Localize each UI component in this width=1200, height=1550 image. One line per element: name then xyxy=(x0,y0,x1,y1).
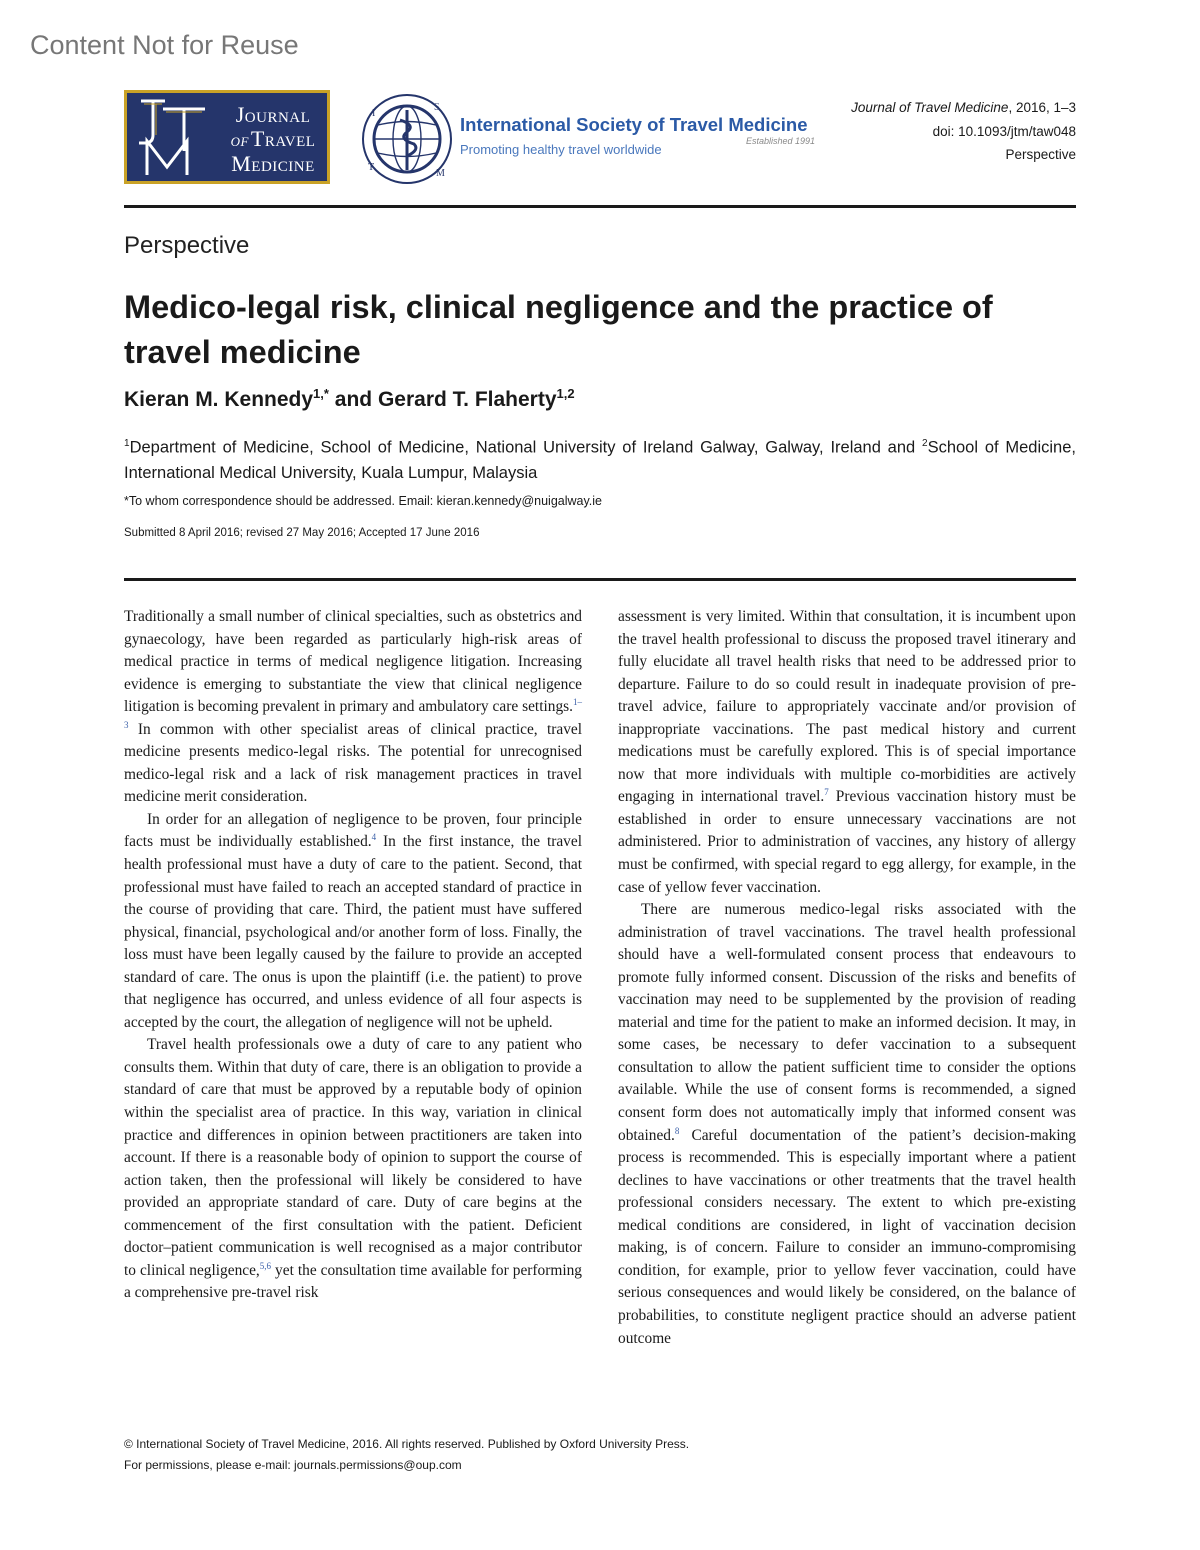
author-name[interactable]: Gerard T. Flaherty xyxy=(377,388,557,411)
body-column-left xyxy=(124,606,582,1305)
article-meta xyxy=(851,96,1076,167)
header-rule xyxy=(124,205,1076,208)
paragraph-text: assessment is very limited. Within that consultation, it is incumbent upon the travel health professional to discuss the proposed travel itinerary and fully elucidate all travel health risks that need to be addressed prior to departure. Failure to do so could result in inadequate provision of pre-travel advice, failure to appropriately vaccinate and/or provision of inappropriate vaccinations. The past medical history and current medications must be carefully explored. This is of special importance now that more individuals with multiple co-morbidities are actively engaging in international travel. xyxy=(618,608,1076,806)
article-type: Perspective xyxy=(1005,147,1076,162)
submission-dates: Submitted 8 April 2016; revised 27 May 2016; Accepted 17 June 2016 xyxy=(124,527,480,539)
reference-link[interactable]: 4 xyxy=(371,832,377,843)
emblem-letter: I xyxy=(372,108,376,119)
journal-word-3: Medicine xyxy=(231,151,315,176)
footer xyxy=(124,1434,689,1476)
author-separator: and xyxy=(328,388,378,411)
body-paragraph xyxy=(618,899,1076,1350)
authors xyxy=(124,386,575,412)
permissions-notice: For permissions, please e-mail: journals.permissions@oup.com xyxy=(124,1458,462,1472)
affiliation-mark: 2 xyxy=(922,438,928,449)
author-affiliation-mark: 1,2 xyxy=(556,386,575,401)
journal-word-travel: Travel xyxy=(250,126,316,151)
reference-link[interactable]: 1–3 xyxy=(124,697,582,730)
paragraph-text: In the first instance, the travel health professional must have a duty of care to the patient. Second, that professional must have failed to reach an accepted standard of practice in the course of providing that care. Third, the patient must have suffered physical, financial, psychological and/or another form of loss. Finally, the loss must have been legally caused by the failure to provide an accepted standard of care. The onus is upon the plaintiff (i.e. the patient) to prove that negligence has occurred, and unless evidence of all four aspects is accepted by the court, the allegation of negligence will not be upheld. xyxy=(124,833,582,1031)
body-paragraph xyxy=(124,809,582,1034)
section-label: Perspective xyxy=(124,232,250,259)
copyright-notice: © International Society of Travel Medicine, 2016. All rights reserved. Published by Oxford University Press. xyxy=(124,1437,690,1451)
journal-word-2 xyxy=(219,127,327,152)
correspondence-note: *To whom correspondence should be addressed. Email: kieran.kennedy@nuigalway.ie xyxy=(124,494,603,508)
jtm-monogram-icon xyxy=(133,95,217,179)
doi[interactable]: doi: 10.1093/jtm/taw048 xyxy=(932,123,1076,139)
affiliation-1: Department of Medicine, School of Medicine, National University of Ireland Galway, Galway, Ireland and xyxy=(129,438,923,457)
emblem-letter: T xyxy=(368,162,375,173)
reference-link[interactable]: 7 xyxy=(824,787,829,798)
journal-word-of: of xyxy=(230,130,249,150)
journal-name: Journal of Travel Medicine xyxy=(851,100,1009,115)
body-column-right xyxy=(618,606,1076,1350)
journal-year-pages: , 2016, 1–3 xyxy=(1008,100,1076,115)
author-name[interactable]: Kieran M. Kennedy xyxy=(124,388,314,411)
istm-emblem-icon xyxy=(360,92,454,186)
society-established: Established 1991 xyxy=(746,136,816,146)
paragraph-text: Travel health professionals owe a duty of care to any patient who consults them. Within that duty of care, there is an obligation to provide a standard of care that must be approved by a reputable body of opinion within the specialist area of practice. In this way, variation in clinical practice and differences in opinion between practitioners are taken into account. If there is a reasonable body of opinion to support the course of action taken, then the professional will likely be considered to have provided an appropriate standard of care. Duty of care begins at the commencement of the first consultation with the patient. Deficient doctor–patient communication is well recognised as a major contributor to clinical negligence, xyxy=(124,1036,582,1279)
journal-wordmark xyxy=(219,103,327,176)
affiliation-2: School of Medicine, International Medical University, Kuala Lumpur, Malaysia xyxy=(124,438,1076,482)
society-name: International Society of Travel Medicine xyxy=(460,114,808,135)
affiliation-mark: 1 xyxy=(124,438,130,449)
reference-link[interactable]: 5,6 xyxy=(259,1260,272,1271)
paragraph-text: In common with other specialist areas of clinical practice, travel medicine presents medico-legal risks. The potential for unrecognised medico-legal risk and a lack of risk management practices in travel medicine merit consideration. xyxy=(124,720,582,806)
paragraph-text: There are numerous medico-legal risks associated with the administration of travel vaccinations. The travel health professional should have a well-formulated consent process that endeavours to promote fully informed consent. Discussion of the risks and benefits of vaccination may need to be supplemented by the provision of reading material and time for the patient to make an informed decision. It may, in some cases, be necessary to defer vaccination to a subsequent consultation to allow the patient sufficient time to consider the options available. While the use of consent forms is recommended, a signed consent form does not automatically imply that informed consent was obtained. xyxy=(618,901,1076,1144)
journal-citation xyxy=(851,96,1076,120)
reference-link[interactable]: 8 xyxy=(674,1125,680,1136)
emblem-letter: M xyxy=(436,168,445,179)
watermark: Content Not for Reuse xyxy=(30,30,299,60)
paragraph-text: yet the consultation time available for performing a comprehensive pre-travel risk xyxy=(124,1261,582,1302)
body-paragraph xyxy=(618,606,1076,899)
paragraph-text: Previous vaccination history must be established in order to ensure unnecessary vaccinations are not administered. Prior to administration of vaccines, any history of allergy must be confirmed, with special regard to egg allergy, for example, in the case of yellow fever vaccination. xyxy=(618,788,1076,896)
paragraph-text: In order for an allegation of negligence to be proven, four principle facts must be individually established. xyxy=(124,810,582,851)
affiliations xyxy=(124,431,1076,486)
body-paragraph xyxy=(124,1034,582,1305)
paragraph-text: Traditionally a small number of clinical specialties, such as obstetrics and gynaecology, have been regarded as particularly high-risk areas of medical practice in terms of medical negligence litigation. Increasing evidence is emerging to substantiate the view that clinical negligence litigation is becoming prevalent in primary and ambulatory care settings. xyxy=(124,608,582,716)
title-rule xyxy=(124,578,1076,581)
journal-logo xyxy=(124,90,330,184)
author-affiliation-mark: 1,* xyxy=(313,386,329,401)
body-paragraph xyxy=(124,606,582,809)
journal-word-1: Journal xyxy=(235,102,311,127)
paragraph-text: Careful documentation of the patient’s decision-making process is recommended. This is especially important where a patient declines to have vaccinations or other treatments that the travel health professional considers necessary. The extent to which pre-existing medical conditions are considered, in light of vaccination decision making, is of concern. Failure to consider an immuno-compromising condition, for example, prior to yellow fever vaccination, could have serious consequences and would likely be considered, on the balance of probabilities, to constitute negligent practice should an adverse patient outcome xyxy=(618,1126,1076,1347)
article-title: Medico-legal risk, clinical negligence and the practice of travel medicine xyxy=(124,289,993,370)
emblem-letter: S xyxy=(434,102,440,113)
society-tagline: Promoting healthy travel worldwide xyxy=(460,142,662,157)
